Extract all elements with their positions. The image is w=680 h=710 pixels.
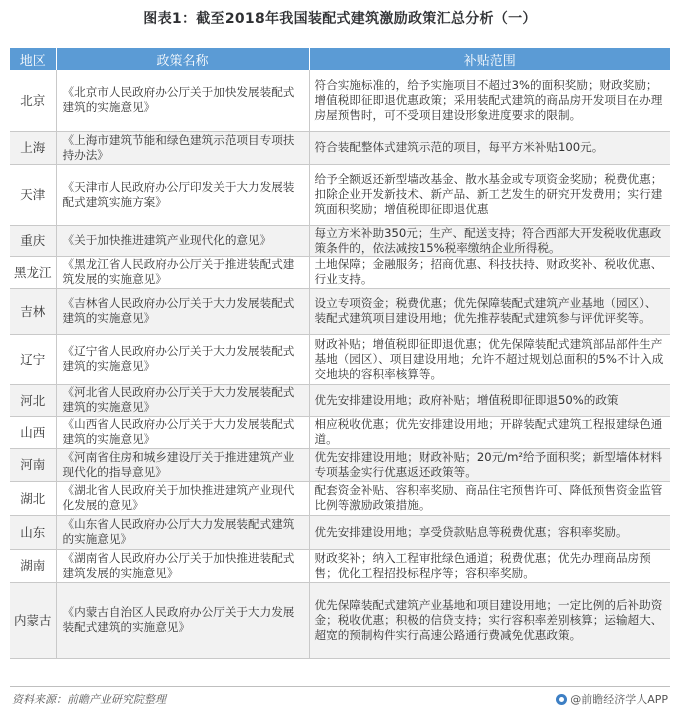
- table-row: [10, 70, 670, 131]
- policy-cell: 《河北省人民政府办公厅关于大力发展装配式建筑的实施意见》: [56, 384, 309, 416]
- table-row: [10, 384, 670, 416]
- region-cell: 山东: [10, 515, 56, 549]
- subsidy-cell: 土地保障；金融服务；招商优惠、科技扶持、财政奖补、税收优惠、行业支持。: [309, 256, 670, 288]
- policy-cell: 《山西省人民政府办公厅关于大力发展装配式建筑的实施意见》: [56, 416, 309, 448]
- table-row: [10, 416, 670, 448]
- region-cell: 上海: [10, 131, 56, 164]
- subsidy-cell: 符合实施标准的，给予实施项目不超过3%的面积奖励；财政奖励；增值税即征即退优惠政策；采用装配式建筑的商品房开发项目在办理房屋预售时，可不受项目建设形象进度要求的限制。: [309, 70, 670, 131]
- policy-cell: 《北京市人民政府办公厅关于加快发展装配式建筑的实施意见》: [56, 70, 309, 131]
- policy-cell: 《山东省人民政府办公厅大力发展装配式建筑的实施意见》: [56, 515, 309, 549]
- subsidy-cell: 相应税收优惠；优先安排建设用地；开辟装配式建筑工程报建绿色通道。: [309, 416, 670, 448]
- table-row: [10, 256, 670, 288]
- region-cell: 河北: [10, 384, 56, 416]
- subsidy-cell: 配套资金补贴、容积率奖励、商品住宅预售许可、降低预售资金监管比例等激励政策措施。: [309, 481, 670, 515]
- header-subsidy: 补贴范围: [309, 48, 670, 70]
- region-cell: 湖北: [10, 481, 56, 515]
- table-row: [10, 288, 670, 334]
- region-cell: 天津: [10, 164, 56, 225]
- region-cell: 河南: [10, 448, 56, 481]
- page-title: 图表1：截至2018年我国装配式建筑激励政策汇总分析（一）: [143, 11, 537, 27]
- subsidy-cell: 优先保障装配式建筑产业基地和项目建设用地；一定比例的后补助资金；税收优惠；积极的信贷支持；实行容积率差别核算；运输超大、超宽的预制构件实行高速公路通行费减免优惠政策。: [309, 582, 670, 658]
- region-cell: 内蒙古: [10, 582, 56, 658]
- region-cell: 黑龙江: [10, 256, 56, 288]
- region-cell: 吉林: [10, 288, 56, 334]
- policy-cell: 《湖南省人民政府办公厅关于加快推进装配式建筑发展的实施意见》: [56, 549, 309, 582]
- table-row: [10, 131, 670, 164]
- table-row: [10, 481, 670, 515]
- subsidy-cell: 优先安排建设用地；享受贷款贴息等税费优惠；容积率奖励。: [309, 515, 670, 549]
- table-row: [10, 515, 670, 549]
- table-row: [10, 334, 670, 384]
- table-row: [10, 582, 670, 658]
- subsidy-cell: 每立方米补助350元；生产、配送支持；符合西部大开发税收优惠政策条件的，依法减按15%税率缴纳企业所得税。: [309, 225, 670, 256]
- region-cell: 湖南: [10, 549, 56, 582]
- table-row: [10, 448, 670, 481]
- policy-cell: 《关于加快推进建筑产业现代化的意见》: [56, 225, 309, 256]
- brand-credit: [556, 691, 668, 707]
- header-policy: 政策名称: [56, 48, 309, 70]
- footer: [10, 686, 670, 707]
- subsidy-cell: 给予全额返还新型墙改基金、散水基金或专项资金奖励；税费优惠；扣除企业开发新技术、新产品、新工艺发生的研究开发费用；实行建筑面积奖励；增值税即征即退优惠: [309, 164, 670, 225]
- policy-cell: 《湖北省人民政府关于加快推进建筑产业现代化发展的意见》: [56, 481, 309, 515]
- region-cell: 山西: [10, 416, 56, 448]
- policy-cell: 《上海市建筑节能和绿色建筑示范项目专项扶持办法》: [56, 131, 309, 164]
- region-cell: 北京: [10, 70, 56, 131]
- table-header-row: [10, 48, 670, 70]
- policy-cell: 《黑龙江省人民政府办公厅关于推进装配式建筑发展的实施意见》: [56, 256, 309, 288]
- policy-table: [10, 48, 670, 659]
- subsidy-cell: 财政补贴；增值税即征即退优惠；优先保障装配式建筑部品部件生产基地（园区）、项目建设用地；允许不超过规划总面积的5%不计入成交地块的容积率核算等。: [309, 334, 670, 384]
- policy-cell: 《辽宁省人民政府办公厅关于大力发展装配式建筑的实施意见》: [56, 334, 309, 384]
- policy-cell: 《天津市人民政府办公厅印发关于大力发展装配式建筑实施方案》: [56, 164, 309, 225]
- table-row: [10, 225, 670, 256]
- region-cell: 重庆: [10, 225, 56, 256]
- region-cell: 辽宁: [10, 334, 56, 384]
- header-region: 地区: [10, 48, 56, 70]
- policy-table-container: [10, 48, 670, 659]
- policy-cell: 《内蒙古自治区人民政府办公厅关于大力发展装配式建筑的实施意见》: [56, 582, 309, 658]
- policy-cell: 《吉林省人民政府办公厅关于大力发展装配式建筑的实施意见》: [56, 288, 309, 334]
- table-row: [10, 164, 670, 225]
- brand-text: @前瞻经济学人APP: [570, 693, 668, 706]
- table-row: [10, 549, 670, 582]
- subsidy-cell: 设立专项资金；税费优惠；优先保障装配式建筑产业基地（园区）、装配式建筑项目建设用地；优先推荐装配式建筑参与评优评奖等。: [309, 288, 670, 334]
- brand-logo-icon: [556, 694, 567, 705]
- subsidy-cell: 优先安排建设用地；政府补贴；增值税即征即退50%的政策: [309, 384, 670, 416]
- source-note: 资料来源：前瞻产业研究院整理: [12, 693, 166, 706]
- subsidy-cell: 财政奖补；纳入工程审批绿色通道；税费优惠；优先办理商品房预售；优化工程招投标程序等；容积率奖励。: [309, 549, 670, 582]
- subsidy-cell: 符合装配整体式建筑示范的项目，每平方米补贴100元。: [309, 131, 670, 164]
- subsidy-cell: 优先安排建设用地；财政补贴；20元/m²给予面积奖；新型墙体材料专项基金实行优惠返还政策等。: [309, 448, 670, 481]
- policy-cell: 《河南省住房和城乡建设厅关于推进建筑产业现代化的指导意见》: [56, 448, 309, 481]
